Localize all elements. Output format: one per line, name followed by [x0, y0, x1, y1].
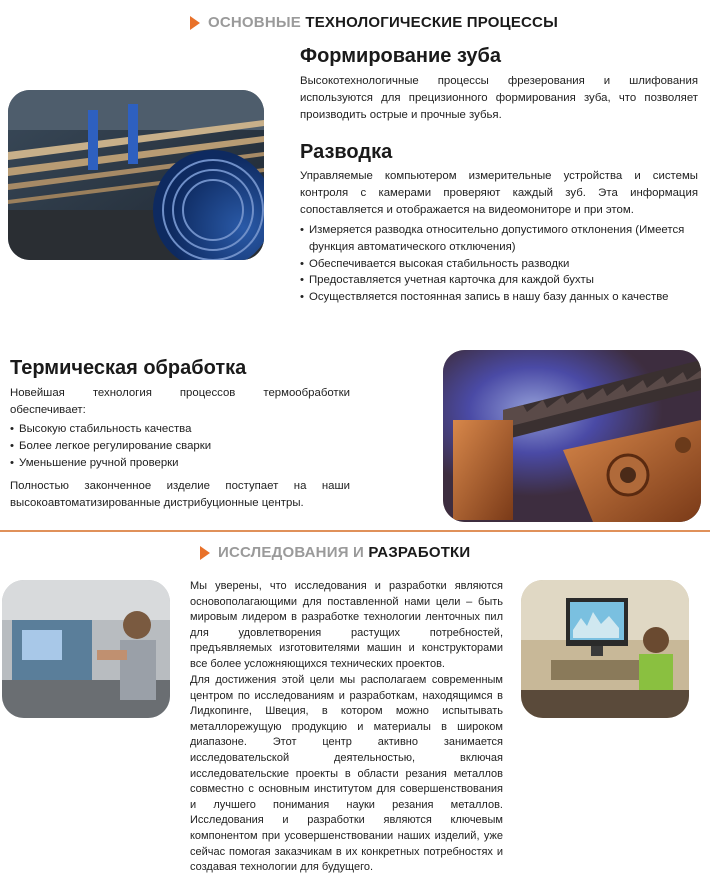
list-setting: [300, 222, 700, 306]
list-item: • Измеряется разводка относительно допустимого отклонения (Имеется функция автоматического отключения): [300, 222, 700, 256]
arrow-icon: [200, 546, 210, 560]
section-heading-processes: ОСНОВНЫЕ ТЕХНОЛОГИЧЕСКИЕ ПРОЦЕССЫ: [190, 14, 558, 31]
text-heat-intro: Новейшая технология процессов термообработки обеспечивает:: [10, 387, 350, 416]
photo-heat-treatment: [443, 350, 701, 522]
list-item: • Предоставляется учетная карточка для каждой бухты: [300, 272, 700, 289]
list-item: • Высокую стабильность качества: [10, 421, 350, 438]
list-item: • Более легкое регулирование сварки: [10, 438, 350, 455]
text-heat-outro: Полностью законченное изделие поступает на наши высокоавтоматизированные дистрибуционные центры.: [10, 480, 350, 509]
section-divider: [0, 530, 710, 532]
text-research-p2: Для достижения этой цели мы располагаем современным центром по исследованиям и разработкам, находящимся в Лидкопинге, Швеция, в котором можно испытывать металлорежущую продукцию и материалы в широком диапазоне. Этот центр активно занимается исследовательской деятельностью, включая исследовательские проекты в области резания металлов совместно с основным институтом для совершенствования и лучшего понимания науки резания металлов. Исследования и разработки являются ключевым компонентом при усовершенствовании наших изделий, уже сейчас помогая заказчикам в их конкретных потребностях и создавая технологии для будущего.: [190, 674, 503, 874]
list-item: • Обеспечивается высокая стабильность разводки: [300, 256, 700, 273]
photo-saw-coils: [8, 90, 264, 260]
list-item: • Осуществляется постоянная запись в нашу базу данных о качестве: [300, 289, 700, 306]
photo-research-lab: [2, 580, 170, 718]
title-tooth-forming: Формирование зуба: [300, 45, 502, 67]
title-heat-treatment: Термическая обработка: [10, 357, 247, 379]
list-heat: [10, 421, 350, 471]
text-tooth-forming: Высокотехнологичные процессы фрезерования и шлифования используются для прецизионного формирования зуба, что позволяет производить острые и прочные зубья.: [300, 75, 698, 121]
arrow-icon: [190, 16, 200, 30]
list-item: • Уменьшение ручной проверки: [10, 455, 350, 472]
title-setting: Разводка: [300, 141, 393, 163]
photo-engineer-monitor: [521, 580, 689, 718]
section-heading-research: ИССЛЕДОВАНИЯ И РАЗРАБОТКИ: [200, 544, 470, 561]
text-setting: Управляемые компьютером измерительные устройства и системы контроля с камерами проверяют каждый зуб. Эта информация сопоставляется и отображается на видеомониторе и при этом.: [300, 170, 698, 216]
text-research-p1: Мы уверены, что исследования и разработки являются основополагающими для поставленной нами цели – быть мировым лидером в разработке технологии ленточных пил для удовлетворения растущих потребностей, предъявляемых изготовителями машин и конструкторами все более усложняющихся технических проектов.: [190, 580, 503, 670]
